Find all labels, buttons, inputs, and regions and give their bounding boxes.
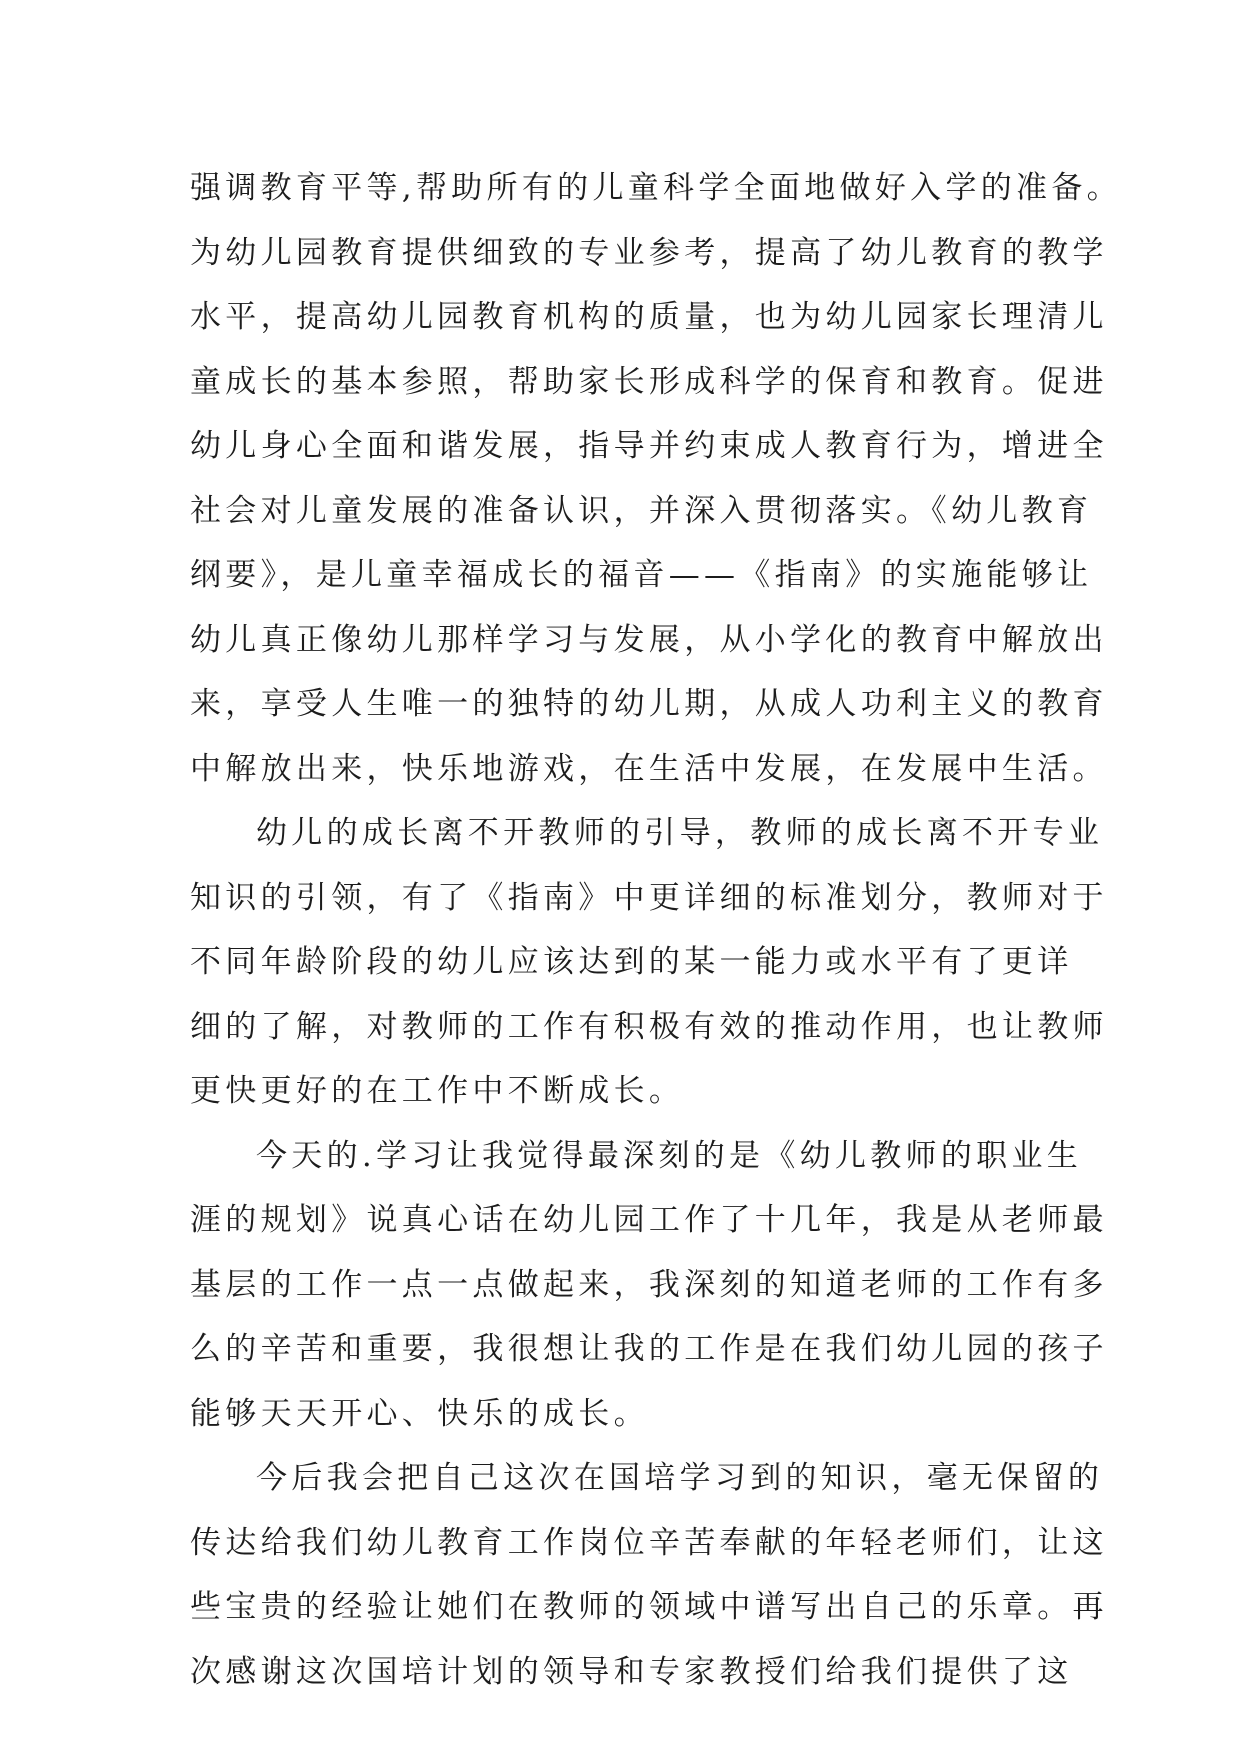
text-line: 能够天天开心、快乐的成长。 — [190, 1395, 649, 1432]
text-line: 纲要》，是儿童幸福成长的福音——《指南》的实施能够让 — [190, 557, 1093, 593]
paragraph-start-line: 幼儿的成长离不开教师的引导，教师的成长离不开专业 — [256, 815, 1104, 851]
text-line: 水平，提高幼儿园教育机构的质量，也为幼儿园家长理清儿 — [190, 299, 1108, 335]
text-line: 为幼儿园教育提供细致的专业参考，提高了幼儿教育的教学 — [190, 234, 1108, 271]
text-line: 细的了解，对教师的工作有积极有效的推动作用，也让教师 — [190, 1008, 1108, 1045]
text-line: 来，享受人生唯一的独特的幼儿期，从成人功利主义的教育 — [190, 686, 1108, 722]
text-line: 传达给我们幼儿教育工作岗位辛苦奉献的年轻老师们，让这 — [190, 1524, 1108, 1561]
text-line: 社会对儿童发展的准备认识，并深入贯彻落实。《幼儿教育 — [190, 492, 1093, 529]
body-text — [190, 156, 1122, 1704]
text-line: 不同年龄阶段的幼儿应该达到的某一能力或水平有了更详 — [190, 944, 1073, 980]
text-line: 知识的引领，有了《指南》中更详细的标准划分，教师对于 — [190, 879, 1108, 916]
paragraph-start-line: 今天的.学习让我觉得最深刻的是《幼儿教师的职业生 — [256, 1137, 1083, 1174]
text-line: 些宝贵的经验让她们在教师的领域中谱写出自己的乐章。再 — [190, 1589, 1108, 1625]
text-line: 童成长的基本参照，帮助家长形成科学的保育和教育。促进 — [190, 363, 1108, 400]
text-line: 次感谢这次国培计划的领导和专家教授们给我们提供了这 — [190, 1653, 1073, 1690]
text-line: 幼儿身心全面和谐发展，指导并约束成人教育行为，增进全 — [190, 428, 1108, 464]
text-line: 基层的工作一点一点做起来，我深刻的知道老师的工作有多 — [190, 1266, 1108, 1303]
text-line: 涯的规划》说真心话在幼儿园工作了十几年，我是从老师最 — [190, 1202, 1108, 1238]
paragraph-start-line: 今后我会把自己这次在国培学习到的知识，毫无保留的 — [256, 1460, 1104, 1496]
text-line: 强调教育平等,帮助所有的儿童科学全面地做好入学的准备。 — [190, 170, 1122, 206]
text-line: 更快更好的在工作中不断成长。 — [190, 1073, 685, 1109]
text-line: 幼儿真正像幼儿那样学习与发展，从小学化的教育中解放出 — [190, 621, 1108, 658]
text-line: 么的辛苦和重要，我很想让我的工作是在我们幼儿园的孩子 — [190, 1331, 1108, 1367]
text-line: 中解放出来，快乐地游戏，在生活中发展，在发展中生活。 — [190, 750, 1108, 787]
